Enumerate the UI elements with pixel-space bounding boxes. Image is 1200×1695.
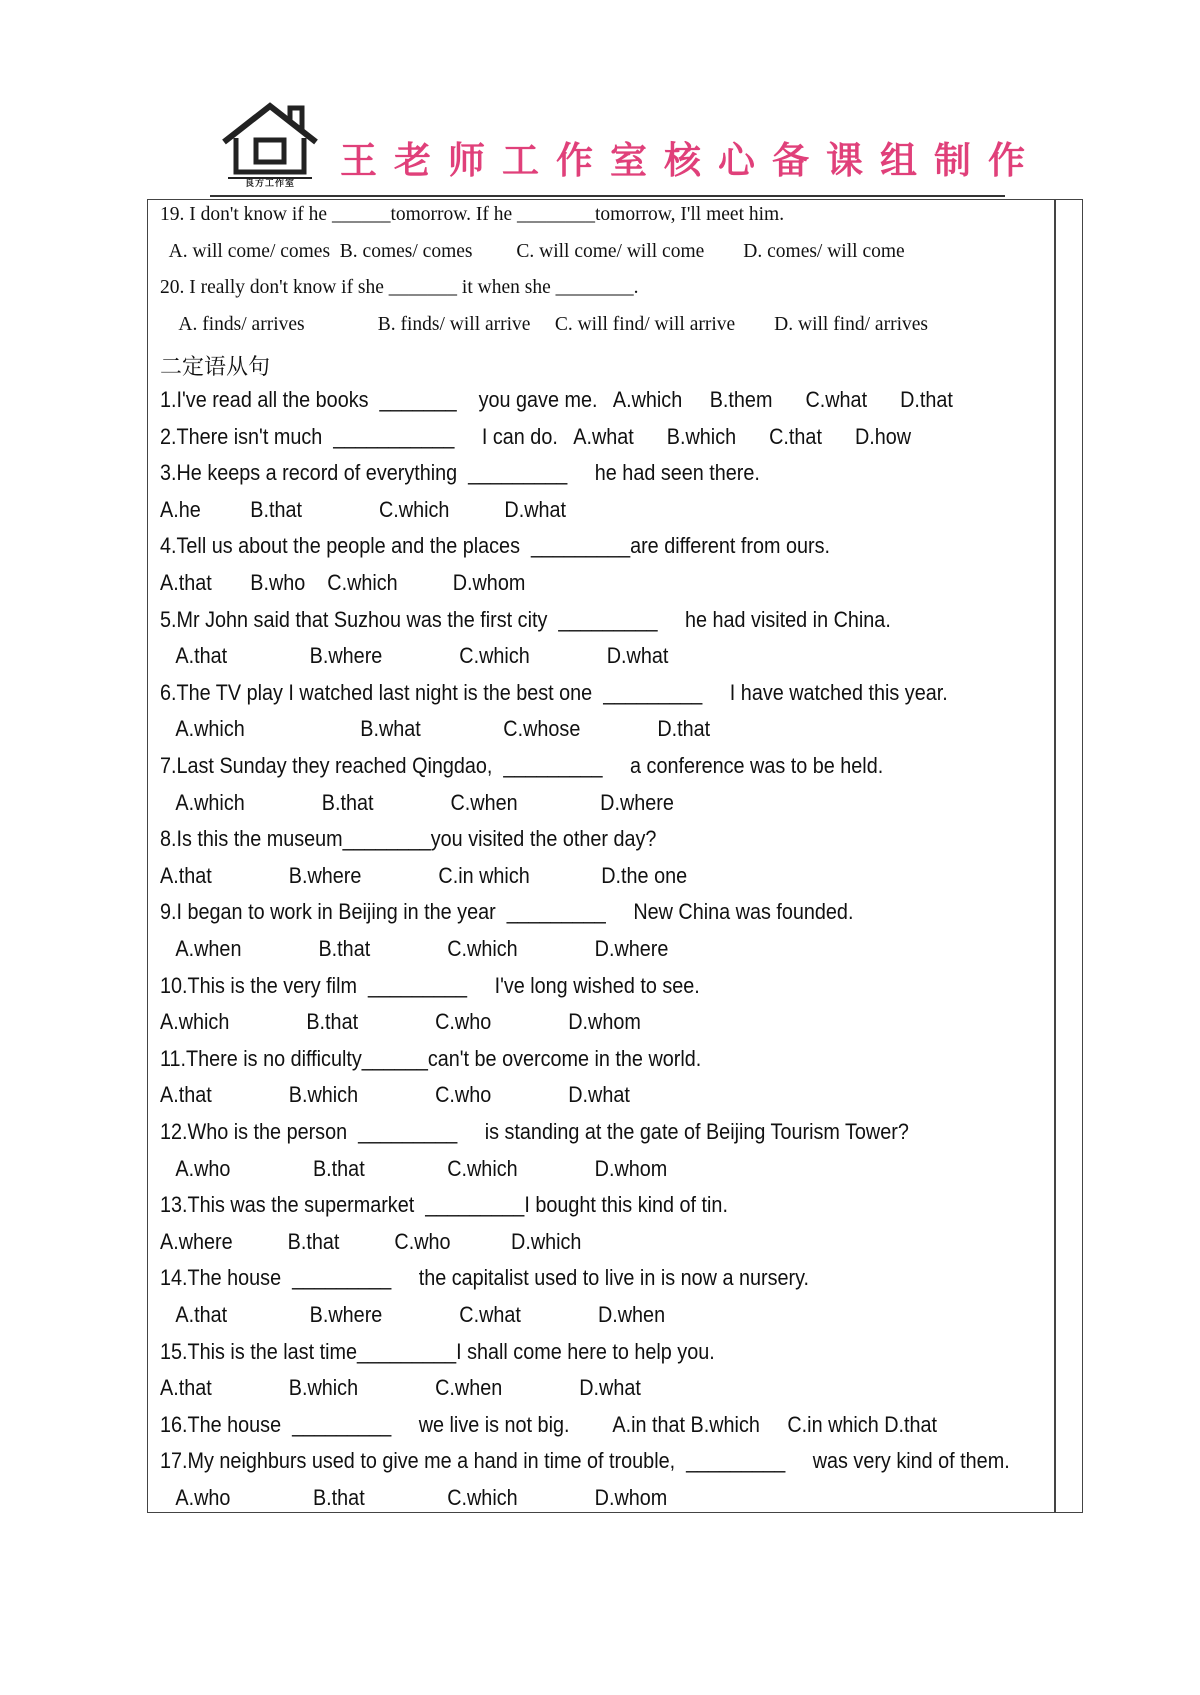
question-line: 17.My neighburs used to give me a hand in time of trouble, _________ was very kind of them. [160, 1448, 1010, 1474]
question-line: 1.I've read all the books _______ you gave me. A.which B.them C.what D.that [160, 387, 953, 412]
frame-inner-border [1054, 199, 1056, 1513]
question-line: 5.Mr John said that Suzhou was the first city _________ he had visited in China. [160, 606, 891, 632]
question-line: 4.Tell us about the people and the places _________are different from ours. [160, 533, 831, 559]
question-line: 10.This is the very film _________ I've long wished to see. [160, 972, 700, 998]
answer-options: A.when B.that C.which D.where [160, 936, 669, 961]
question-line: 15.This is the last time_________I shall come here to help you. [160, 1338, 715, 1364]
answer-options: A.that B.where C.which D.what [160, 643, 669, 669]
question-line: 12.Who is the person _________ is standing at the gate of Beijing Tourism Tower? [160, 1119, 909, 1144]
answer-options: A.which B.that C.when D.where [160, 789, 674, 815]
question-line: 20. I really don't know if she _______ it when she ________. [160, 277, 639, 299]
answer-options: A. will come/ comes B. comes/ comes C. will come/ will come D. comes/ will come [160, 240, 905, 262]
answer-options: A.which B.that C.who D.whom [160, 1009, 641, 1035]
question-line: 14.The house _________ the capitalist used to live in is now a nursery. [160, 1265, 810, 1291]
answer-options: A.that B.where C.in which D.the one [160, 862, 688, 888]
answer-options: A.who B.that C.which D.whom [160, 1155, 668, 1181]
section-heading: 二定语从句 [160, 355, 271, 381]
answer-options: A.where B.that C.who D.which [160, 1228, 582, 1254]
answer-options: A.which B.what C.whose D.that [160, 716, 711, 742]
question-line: 2.There isn't much ___________ I can do. A.what B.which C.that D.how [160, 423, 912, 449]
question-line: 7.Last Sunday they reached Qingdao, _________ a conference was to be held. [160, 753, 884, 778]
banner-title: 王老师工作室核心备课组制作 [340, 138, 1042, 182]
question-line: 19. I don't know if he ______tomorrow. If he ________tomorrow, I'll meet him. [160, 204, 785, 225]
question-line: 11.There is no difficulty______can't be overcome in the world. [160, 1045, 702, 1071]
answer-options: A.that B.which C.who D.what [160, 1082, 630, 1108]
question-line: 6.The TV play I watched last night is the best one _________ I have watched this year. [160, 679, 948, 705]
question-line: 13.This was the supermarket _________I bought this kind of tin. [160, 1192, 728, 1218]
answer-options: A.he B.that C.which D.what [160, 496, 567, 522]
answer-options: A.that B.which C.when D.what [160, 1375, 641, 1401]
answer-options: A.that B.who C.which D.whom [160, 570, 526, 595]
header-divider [210, 195, 1005, 197]
answer-options: A. finds/ arrives B. finds/ will arrive C. will find/ will arrive D. will find/ arrives [160, 313, 928, 335]
answer-options: A.that B.where C.what D.when [160, 1302, 666, 1327]
page-header [0, 0, 1200, 200]
question-line: 3.He keeps a record of everything _________ he had seen there. [160, 460, 760, 486]
question-line: 8.Is this the museum________you visited the other day? [160, 826, 657, 852]
question-line: 16.The house _________ we live is not big. A.in that B.which C.in which D.that [160, 1411, 938, 1437]
answer-options: A.who B.that C.which D.whom [160, 1485, 668, 1510]
logo-caption: 良方工作室 [244, 179, 295, 189]
question-line: 9.I began to work in Beijing in the year _________ New China was founded. [160, 899, 854, 925]
